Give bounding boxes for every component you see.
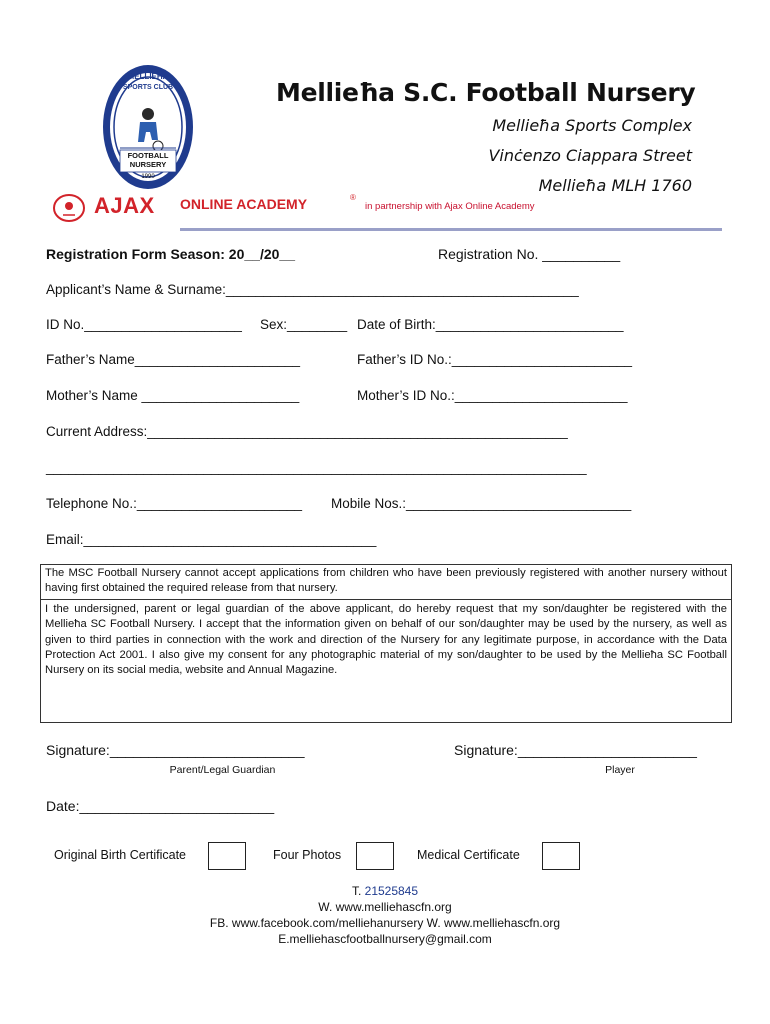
footer-telephone: [0, 884, 770, 898]
ajax-brand: AJAX: [94, 193, 155, 218]
address-line-3: Mellieħa MLH 1760: [538, 176, 692, 195]
logo-mid-text: SPORTS CLUB: [122, 84, 174, 91]
signature-guardian-field[interactable]: Signature:_________________________: [46, 742, 305, 758]
page-title: Mellieħa S.C. Football Nursery: [276, 78, 696, 107]
dob-field[interactable]: Date of Birth:_________________________: [357, 317, 624, 332]
ajax-logo-icon: [52, 193, 86, 223]
birth-certificate-checkbox[interactable]: [208, 842, 246, 870]
footer-telephone-prefix: T.: [351, 884, 362, 898]
address-field[interactable]: Current Address:________________________________________________________: [46, 424, 568, 439]
header-rule: [180, 228, 722, 231]
release-notice-text: The MSC Football Nursery cannot accept applications from children who have been previously registered with another nursery without having first obtained the required release from that nursery.: [45, 567, 727, 595]
player-caption: Player: [605, 764, 635, 776]
consent-notice: [41, 600, 731, 681]
medical-certificate-checkbox[interactable]: [542, 842, 580, 870]
mother-name-field[interactable]: Mother’s Name _____________________: [46, 388, 300, 403]
release-notice: [41, 565, 731, 600]
signature-player-field[interactable]: Signature:_______________________: [454, 742, 697, 758]
partnership-text: in partnership with Ajax Online Academy: [365, 201, 535, 212]
medical-certificate-label: Medical Certificate: [417, 848, 520, 862]
footer-email[interactable]: E.melliehascfootballnursery@gmail.com: [278, 932, 492, 946]
mobile-field[interactable]: Mobile Nos.:______________________________: [331, 496, 632, 511]
address-field-line-2[interactable]: ________________________________________________________________________: [46, 460, 587, 475]
logo-year: 1990: [141, 174, 155, 180]
footer-facebook[interactable]: FB. www.facebook.com/melliehanursery W. www.melliehascfn.org: [209, 916, 561, 930]
father-name-field[interactable]: Father’s Name______________________: [46, 352, 300, 367]
footer-telephone-number: 21525845: [364, 884, 419, 898]
season-field[interactable]: Registration Form Season: 20__/20__: [46, 246, 295, 262]
sex-field[interactable]: Sex:________: [260, 317, 348, 332]
ajax-registered: ®: [350, 193, 356, 202]
registration-no-field[interactable]: Registration No. __________: [438, 246, 621, 262]
ajax-sub: ONLINE ACADEMY: [180, 196, 308, 212]
club-logo: [100, 62, 196, 192]
notice-box: [40, 564, 732, 723]
father-id-field[interactable]: Father’s ID No.:________________________: [357, 352, 632, 367]
photos-checkbox[interactable]: [356, 842, 394, 870]
email-field[interactable]: Email:_______________________________________: [46, 532, 377, 547]
id-no-field[interactable]: ID No._____________________: [46, 317, 242, 332]
address-line-1: Mellieħa Sports Complex: [492, 116, 692, 135]
telephone-field[interactable]: Telephone No.:______________________: [46, 496, 302, 511]
consent-notice-text: I the undersigned, parent or legal guardian of the above applicant, do hereby request that my son/daughter be registered with the Mellieħa SC Football Nursery. I accept that the information given on behalf of our son/daughter may be used by the nursery, as well as given to third parties in connection with the work and direction of the Nursery for any legitimate purpose, in accordance with the Data Protection Act 2001. I also give my consent for any photographic material of my son/daughter to be used by the Mellieħa SC Football Nursery on its social media, website and Annual Magazine.: [45, 602, 727, 677]
photos-label: Four Photos: [273, 848, 342, 862]
applicant-name-field[interactable]: Applicant’s Name & Surname:_______________________________________________: [46, 282, 579, 297]
logo-ribbon-1: FOOTBALL: [127, 151, 169, 160]
guardian-caption: Parent/Legal Guardian: [169, 764, 276, 776]
logo-top-text: MELLIEĦA: [127, 72, 169, 81]
address-line-2: Vinċenzo Ciappara Street: [488, 146, 692, 165]
logo-ribbon-2: NURSERY: [129, 160, 167, 169]
date-field[interactable]: Date:_________________________: [46, 798, 275, 814]
mother-id-field[interactable]: Mother’s ID No.:_______________________: [357, 388, 628, 403]
club-crest-icon: [100, 62, 196, 192]
footer-website[interactable]: W. www.melliehascfn.org: [318, 900, 452, 914]
birth-certificate-label: Original Birth Certificate: [54, 848, 186, 862]
